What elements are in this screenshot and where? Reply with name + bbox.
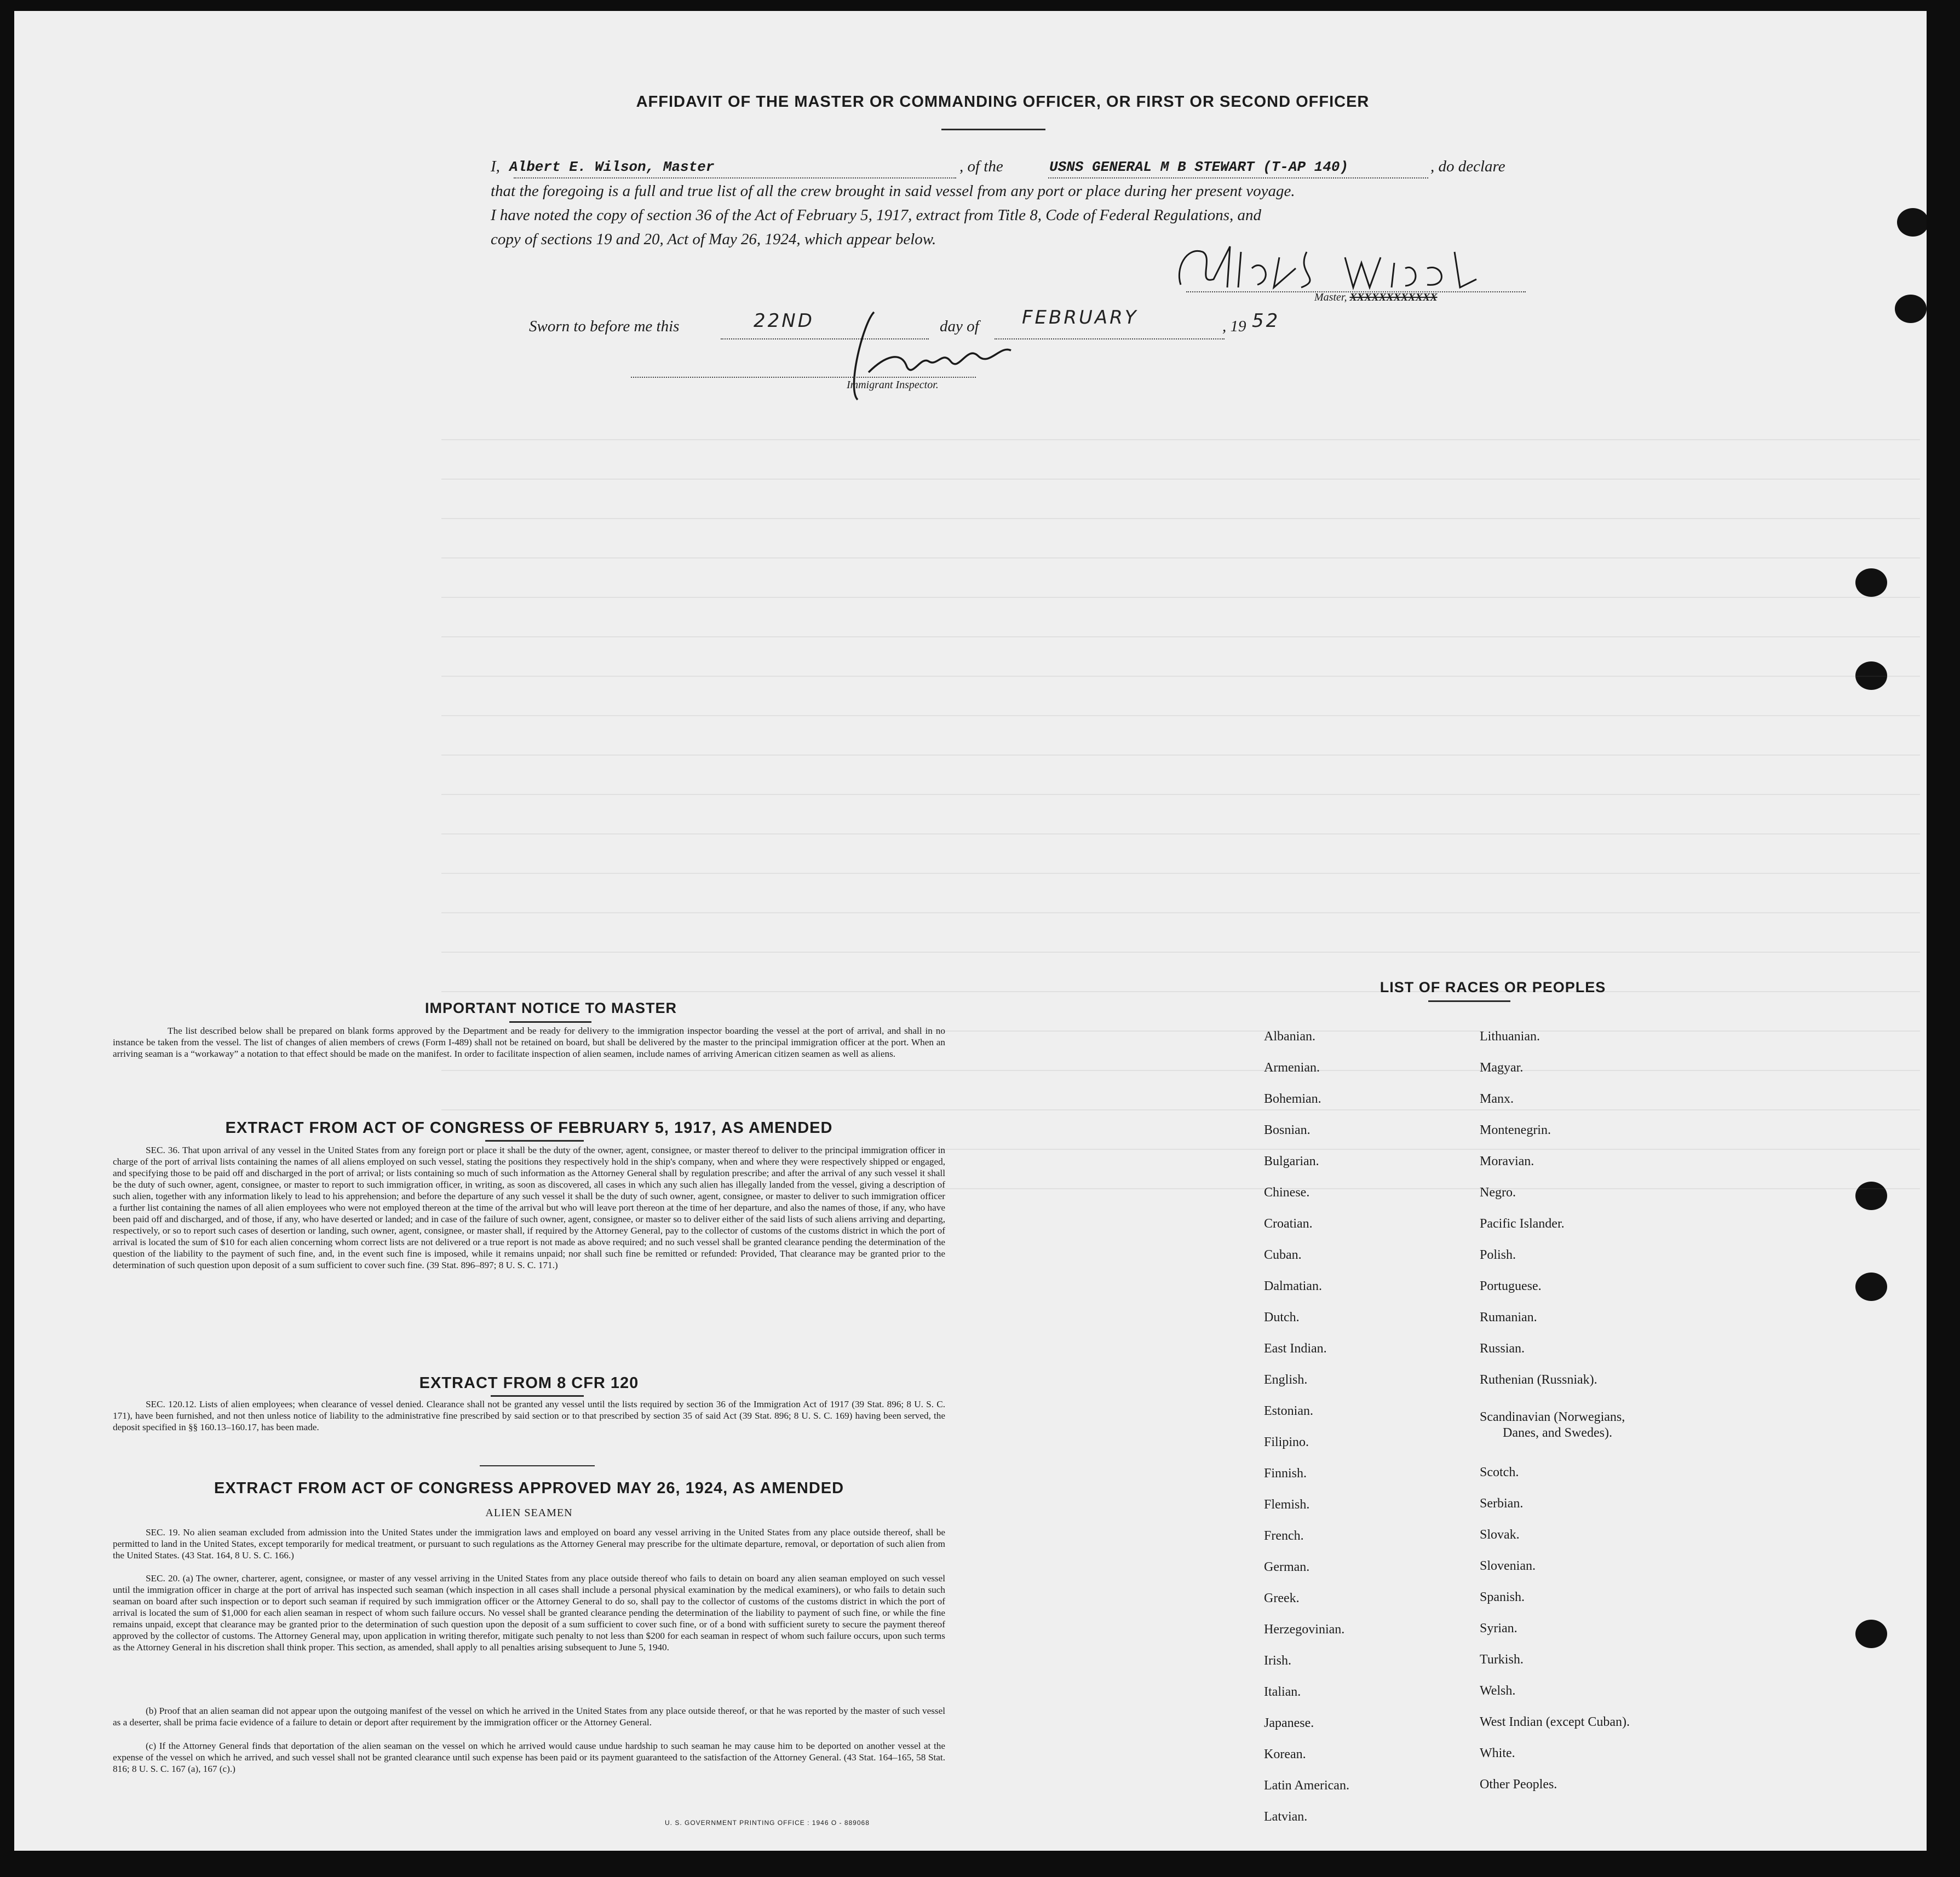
printing-office-footer: U. S. GOVERNMENT PRINTING OFFICE : 1946 O - 889068: [665, 1819, 870, 1827]
punch-hole: [1895, 295, 1927, 323]
extract-cfr-title: EXTRACT FROM 8 CFR 120: [419, 1374, 639, 1392]
race-item: Manx.: [1480, 1092, 1514, 1106]
race-item: Latin American.: [1264, 1778, 1349, 1793]
race-item: Bohemian.: [1264, 1092, 1321, 1106]
race-item: Dalmatian.: [1264, 1279, 1322, 1293]
day-of-text: day of: [940, 318, 979, 335]
races-title: LIST OF RACES OR PEOPLES: [1380, 979, 1606, 995]
race-item: Syrian.: [1480, 1621, 1518, 1636]
race-item: German.: [1264, 1560, 1310, 1574]
race-item: Rumanian.: [1480, 1310, 1537, 1325]
vessel-underline: [1048, 177, 1428, 179]
race-item: Danes, and Swedes).: [1503, 1426, 1612, 1440]
race-item: Spanish.: [1480, 1590, 1525, 1604]
race-item: Other Peoples.: [1480, 1777, 1557, 1792]
race-item: Estonian.: [1264, 1404, 1313, 1418]
sworn-day: 22ND: [754, 310, 814, 332]
race-item: Herzegovinian.: [1264, 1622, 1345, 1637]
race-item: Russian.: [1480, 1341, 1525, 1356]
race-item: French.: [1264, 1529, 1304, 1543]
race-item: Armenian.: [1264, 1061, 1320, 1075]
race-item: Montenegrin.: [1480, 1123, 1551, 1137]
race-item: Dutch.: [1264, 1310, 1300, 1325]
affidavit-line-2: that the foregoing is a full and true list of all the crew brought in said vessel from any port or place during her present voyage.: [491, 182, 1295, 200]
race-item: Scotch.: [1480, 1465, 1519, 1479]
punch-hole: [1855, 1273, 1887, 1301]
notice-body: The list described below shall be prepared on blank forms approved by the Department and be ready for delivery to the immigration inspector boarding the vessel at the port of arrival, and shall in no instance be taken from the vessel. The list of changes of alien members of crews (Form I-489) shall not be retained on board, but shall be delivered by the master to the principal immigration officer at the port. When an arriving seaman is a “workaway” a notation to that effect should be made on the manifest. In order to facilitate inspection of alien seamen, include names of arriving American citizen seamen as well as aliens.: [113, 1026, 945, 1059]
race-item: Turkish.: [1480, 1653, 1524, 1667]
race-item: Finnish.: [1264, 1466, 1307, 1481]
declare-line: [491, 158, 1531, 180]
race-item: Greek.: [1264, 1591, 1300, 1605]
race-item: Portuguese.: [1480, 1279, 1542, 1293]
race-item: Italian.: [1264, 1685, 1301, 1699]
month-underline: [995, 338, 1225, 339]
races-rule: [1428, 1000, 1510, 1002]
extract-1917-title: EXTRACT FROM ACT OF CONGRESS OF FEBRUARY 5, 1917, AS AMENDED: [225, 1119, 833, 1137]
race-item: Irish.: [1264, 1654, 1291, 1668]
races-column-1: [1264, 1029, 1483, 1829]
race-item: Ruthenian (Russniak).: [1480, 1373, 1597, 1387]
alien-seamen-subtitle: ALIEN SEAMEN: [485, 1507, 573, 1519]
do-declare-text: , do declare: [1430, 158, 1505, 175]
race-item: Latvian.: [1264, 1810, 1308, 1824]
declare-prefix: I,: [491, 158, 500, 175]
race-item: West Indian (except Cuban).: [1480, 1715, 1630, 1729]
inspector-label: Immigrant Inspector.: [847, 379, 939, 391]
race-item: Japanese.: [1264, 1716, 1314, 1730]
extract-cfr-body: SEC. 120.12. Lists of alien employees; when clearance of vessel denied. Clearance shall not be granted any vessel until the lists required by section 36 of the Immigration Act of 1917 (39 Stat. 896; 8 U. S. C. 171), have been furnished, and not then unless notice of liability to the administrative fine prescribed by said section or to that prescribed by section 35 of said Act (39 Stat. 896; 8 U. S. C. 169) having been served, the deposit specified in §§ 160.13–160.17, has been made.: [113, 1399, 945, 1432]
affidavit-line-3: I have noted the copy of section 36 of the Act of February 5, 1917, extract from Title 8, Code of Federal Regulations, and: [491, 206, 1262, 224]
inspector-signature-line: [631, 377, 976, 378]
sworn-prefix: Sworn to before me this: [529, 318, 680, 335]
race-item: Korean.: [1264, 1747, 1306, 1761]
sworn-month: FEBRUARY: [1022, 307, 1139, 329]
extract-1924-sec20b: (b) Proof that an alien seaman did not appear upon the outgoing manifest of the vessel on which he arrived in the United States from any place outside thereof, or that he was reported by the master of such vessel as a deserter, shall be prima facie evidence of a failure to detain or deport after requirement by the immigration officer or the Attorney General.: [113, 1706, 945, 1728]
extract-1924-title: EXTRACT FROM ACT OF CONGRESS APPROVED MAY 26, 1924, AS AMENDED: [214, 1479, 844, 1497]
race-item: Albanian.: [1264, 1029, 1315, 1044]
master-signature-label: [1314, 291, 1438, 304]
race-item: Serbian.: [1480, 1496, 1524, 1511]
race-item: Chinese.: [1264, 1185, 1310, 1200]
race-item: Polish.: [1480, 1248, 1516, 1262]
race-item: English.: [1264, 1373, 1308, 1387]
race-item: Welsh.: [1480, 1684, 1516, 1698]
race-item: Slovenian.: [1480, 1559, 1536, 1573]
race-item: White.: [1480, 1746, 1515, 1760]
vessel-name: USNS GENERAL M B STEWART (T-AP 140): [1049, 159, 1349, 175]
race-item: Bulgarian.: [1264, 1154, 1319, 1168]
notice-title: IMPORTANT NOTICE TO MASTER: [425, 1000, 677, 1016]
title-rule: [941, 129, 1045, 130]
race-item: Bosnian.: [1264, 1123, 1311, 1137]
race-item: Flemish.: [1264, 1498, 1310, 1512]
race-item: Slovak.: [1480, 1528, 1520, 1542]
race-item: Cuban.: [1264, 1248, 1302, 1262]
race-item: Negro.: [1480, 1185, 1516, 1200]
race-item: Moravian.: [1480, 1154, 1534, 1168]
punch-hole: [1897, 208, 1927, 237]
race-item: Scandinavian (Norwegians,: [1480, 1410, 1625, 1424]
affidavit-line-4: copy of sections 19 and 20, Act of May 26, 1924, which appear below.: [491, 231, 936, 248]
race-item: Croatian.: [1264, 1217, 1313, 1231]
master-label: Master,: [1314, 291, 1347, 303]
name-underline: [514, 177, 956, 179]
punch-hole: [1855, 1620, 1887, 1648]
races-column-2: [1480, 1029, 1754, 1829]
of-the-text: , of the: [959, 158, 1003, 175]
race-item: East Indian.: [1264, 1341, 1327, 1356]
document-page: [14, 11, 1927, 1851]
extract-cfr-end-rule: [480, 1465, 595, 1466]
extract-1924-sec19: SEC. 19. No alien seaman excluded from admission into the United States under the immigration laws and employed on board any vessel arriving in the United States from any place outside thereof, shall be permitted to land in the United States, except temporarily for medical treatment, or pursuant to such regulations as the Attorney General may prescribe for the ultimate departure, removal, or deportation of such alien from the United States. (43 Stat. 164, 8 U. S. C. 166.): [113, 1527, 945, 1561]
notice-rule: [509, 1021, 591, 1023]
extract-cfr-rule: [491, 1395, 584, 1397]
race-item: Filipino.: [1264, 1435, 1309, 1449]
master-name: Albert E. Wilson, Master: [509, 159, 715, 175]
affidavit-title: AFFIDAVIT OF THE MASTER OR COMMANDING OFFICER, OR FIRST OR SECOND OFFICER: [636, 93, 1370, 111]
race-item: Pacific Islander.: [1480, 1217, 1565, 1231]
year-prefix: , 19: [1222, 318, 1246, 335]
extract-1924-sec20a: SEC. 20. (a) The owner, charterer, agent, consignee, or master of any vessel arriving in the United States from any place outside thereof who fails to detain on board any alien seaman employed on such vessel until the immigration officer in charge at the port of arrival has inspected such seaman (which inspection in all cases shall include a personal physical examination by the medical examiners), or who fails to detain such seaman on board after such inspection or to deport such seaman if required by such immigration officer or the Attorney General to do so, shall pay to the collector of customs of the customs district in which the port of arrival is located the sum of $1,000 for each alien seaman in respect of whom such failure occurs. No vessel shall be granted clearance pending the determination of the liability to payment of such fine, or while the fine remains unpaid, except that clearance may be granted prior to the determination of such question upon the deposit of a sum sufficient to cover such fine, or of a bond with sufficient surety to secure the payment thereof approved by the collector of customs. The Attorney General may, upon application in writing therefor, mitigate such penalty to not less than $200 for each seaman in respect of whom such failure occurs, upon such terms as the Attorney General in his discretion shall think proper. This section, as amended, shall apply to all penalties arising subsequent to June 5, 1940.: [113, 1573, 945, 1653]
extract-1924-sec20c: (c) If the Attorney General finds that deportation of the alien seaman on the vessel on which he arrived would cause undue hardship to such seaman he may cause him to be deported on another vessel at the expense of the vessel on which he arrived, and such vessel shall not be granted clearance until such expense has been paid or its payment guaranteed to the satisfaction of the Attorney General. (43 Stat. 164–165, 58 Stat. 816; 8 U. S. C. 167 (a), 167 (c).): [113, 1741, 945, 1774]
race-item: Lithuanian.: [1480, 1029, 1540, 1044]
struck-word: XXXXXXXXXXXX: [1349, 291, 1438, 303]
year-suffix: 52: [1252, 310, 1280, 332]
race-item: Magyar.: [1480, 1061, 1524, 1075]
extract-1917-rule: [485, 1140, 584, 1142]
extract-1917-body: SEC. 36. That upon arrival of any vessel in the United States from any foreign port or place it shall be the duty of the owner, agent, consignee, or master thereof to deliver to the principal immigration officer in charge of the port of arrival lists containing the names of all aliens employed on such vessel, stating the positions they respectively hold in the ship's company, when and where they were respectively shipped or engaged, and specifying those to be paid off and discharged in the port of arrival; or lists containing so much of such information as the Attorney General shall by regulation prescribe; and after the arrival of any such vessel it shall be the duty of such owner, agent, consignee, or master to report to such immigration officer, in writing, as soon as discovered, all cases in which any such alien has illegally landed from the vessel, giving a description of such alien, together with any information likely to lead to his apprehension; and before the departure of any such vessel it shall be the duty of such owner, agent, consignee, or master to deliver to such immigration officer a further list containing the names of all alien employees who were not employed thereon at the time of the arrival but who will leave port thereon at the time of her departure, and also the names of those, if any, who have been paid off and discharged, and of those, if any, who have deserted or landed; and in case of the failure of such owner, agent, consignee, or master so to deliver either of the said lists of such aliens arriving and departing, respectively, or so to report such cases of desertion or landing, such owner, agent, consignee, or master shall, if required by the Attorney General, pay to the collector of customs of the customs district in which the port of arrival is located the sum of $10 for each alien concerning whom correct lists are not delivered or a true report is not made as above required; and no such vessel shall be granted clearance pending the determination of the question of the liability to the payment of such fine, and, in the event such fine is imposed, while it remains unpaid; nor shall such fine be remitted or refunded: Provided, That clearance may be granted prior to the determination of such question upon deposit of a sum sufficient to cover such fine. (39 Stat. 896–897; 8 U. S. C. 171.): [113, 1145, 945, 1270]
